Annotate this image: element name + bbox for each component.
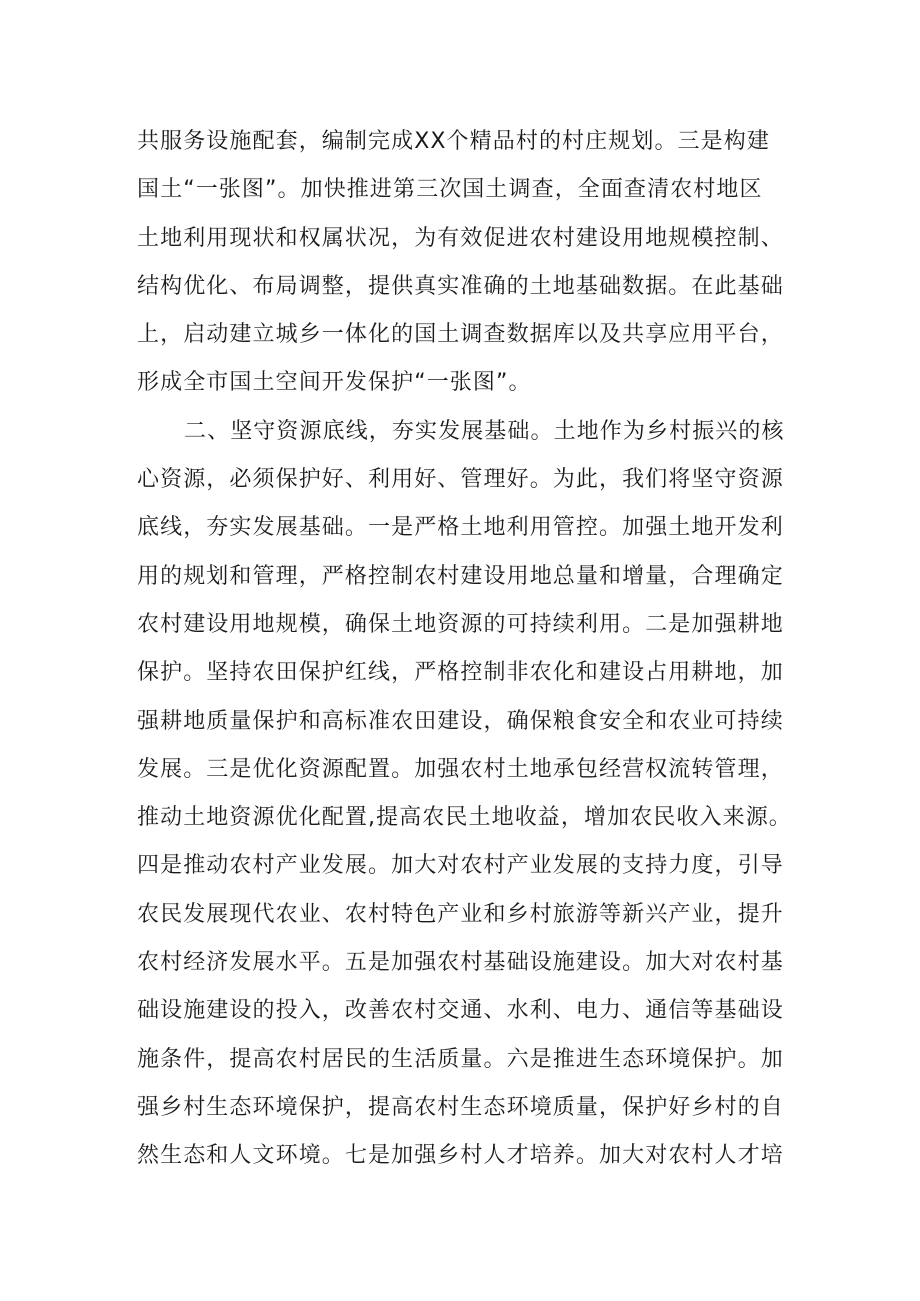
text-line: 础设施建设的投入，改善农村交通、水利、电力、通信等基础设 (137, 998, 784, 1024)
text-line: 共服务设施配套，编制完成XX个精品村的村庄规划。三是构建 (137, 129, 770, 154)
text-line: 土地利用现状和权属状况，为有效促进农村建设用地规模控制、 (137, 225, 784, 251)
text-line: 保护。坚持农田保护红线，严格控制非农化和建设占用耕地，加 (137, 660, 784, 686)
text-line: 形成全市国土空间开发保护“一张图”。 (137, 370, 532, 396)
text-line: 推动土地资源优化配置,提高农民土地收益，增加农民收入来源。 (137, 805, 792, 831)
text-line: 强乡村生态环境保护，提高农村生态环境质量，保护好乡村的自 (137, 1094, 784, 1120)
text-line: 上，启动建立城乡一体化的国土调查数据库以及共享应用平台， (137, 322, 784, 348)
text-line: 施条件，提高农村居民的生活质量。六是推进生态环境保护。加 (137, 1046, 784, 1072)
text-line: 国土“一张图”。加快推进第三次国土调查，全面查清农村地区 (137, 177, 763, 203)
text-line: 心资源，必须保护好、利用好、管理好。为此，我们将坚守资源 (137, 467, 784, 493)
text-line: 结构优化、布局调整，提供真实准确的土地基础数据。在此基础 (137, 273, 784, 299)
text-line: 用的规划和管理，严格控制农村建设用地总量和增量，合理确定 (137, 563, 784, 589)
text-line: 农村经济发展水平。五是加强农村基础设施建设。加大对农村基 (137, 950, 784, 976)
body-text (137, 118, 797, 1181)
text-line: 发展。三是优化资源配置。加强农村土地承包经营权流转管理， (137, 756, 784, 782)
paragraph-start-line: 二、坚守资源底线，夯实发展基础。土地作为乡村振兴的核 (184, 418, 785, 444)
text-line: 底线，夯实发展基础。一是严格土地利用管控。加强土地开发利 (137, 515, 784, 541)
text-line: 然生态和人文环境。七是加强乡村人才培养。加大对农村人才培 (137, 1143, 784, 1169)
text-line: 农民发展现代农业、农村特色产业和乡村旅游等新兴产业，提升 (137, 901, 784, 927)
text-line: 四是推动农村产业发展。加大对农村产业发展的支持力度，引导 (137, 853, 784, 879)
text-line: 强耕地质量保护和高标准农田建设，确保粮食安全和农业可持续 (137, 708, 784, 734)
text-line: 农村建设用地规模，确保土地资源的可持续利用。二是加强耕地 (137, 611, 784, 637)
